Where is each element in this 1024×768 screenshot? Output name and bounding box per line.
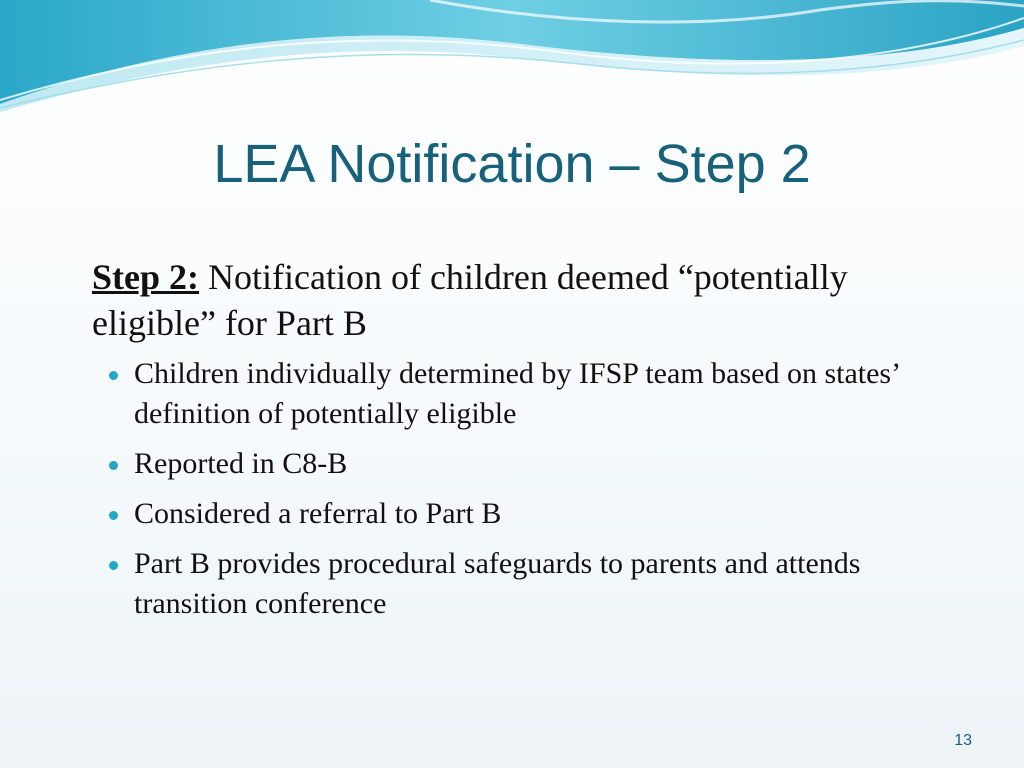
bullet-list (92, 354, 952, 624)
bullet-item (92, 354, 952, 434)
lead-text: Notification of children deemed “potentially eligible” for Part B (92, 257, 848, 343)
bullet-text: Considered a referral to Part B (134, 497, 502, 530)
bullet-dot-icon (109, 371, 118, 380)
bullet-text: Reported in C8-B (134, 447, 348, 480)
bullet-item (92, 544, 952, 624)
bullet-item (92, 494, 952, 534)
decorative-wave-header (0, 0, 1024, 120)
step-label: Step 2: (92, 257, 199, 297)
slide-title: LEA Notification – Step 2 (213, 134, 811, 194)
bullet-item (92, 444, 952, 484)
bullet-text: Children individually determined by IFSP team based on states’ definition of potentially eligible (134, 357, 899, 430)
slide-body (92, 254, 952, 634)
page-number: 13 (954, 732, 972, 749)
bullet-dot-icon (109, 511, 118, 520)
bullet-dot-icon (109, 561, 118, 570)
lead-paragraph (92, 254, 952, 346)
bullet-text: Part B provides procedural safeguards to parents and attends transition conference (134, 547, 861, 620)
bullet-dot-icon (109, 461, 118, 470)
